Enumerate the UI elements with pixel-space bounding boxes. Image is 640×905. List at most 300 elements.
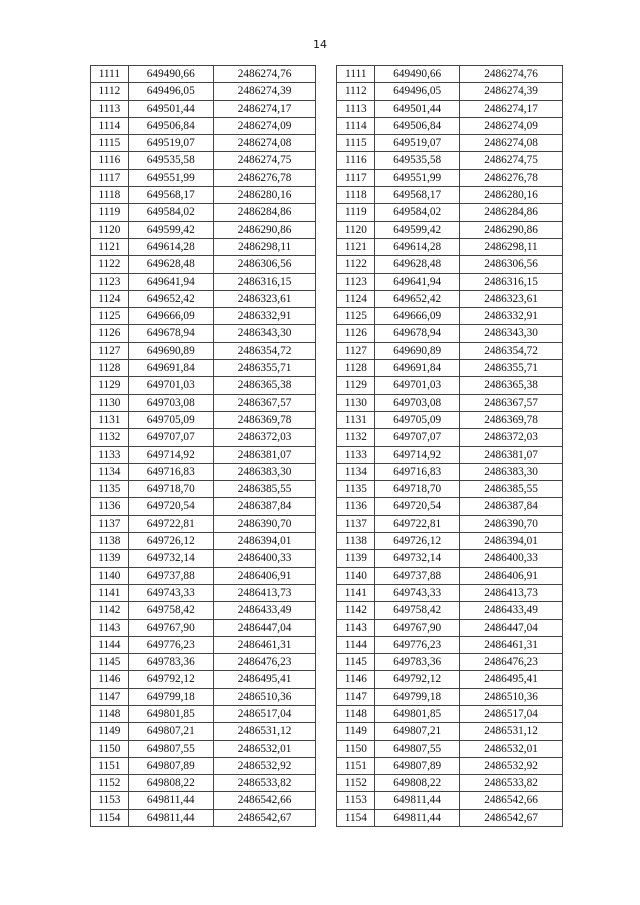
right-y-coordinate-cell: 2486355,71 xyxy=(460,360,563,377)
table-row xyxy=(91,446,563,463)
table-row xyxy=(91,100,563,117)
left-point-number-cell: 1152 xyxy=(91,775,129,792)
left-point-number-cell: 1125 xyxy=(91,308,129,325)
right-x-coordinate-cell: 649490,66 xyxy=(375,66,460,83)
right-y-coordinate-cell: 2486298,11 xyxy=(460,238,563,255)
column-gap xyxy=(316,775,337,792)
left-x-coordinate-cell: 649614,28 xyxy=(128,238,213,255)
column-gap xyxy=(316,411,337,428)
left-point-number-cell: 1154 xyxy=(91,809,129,826)
right-y-coordinate-cell: 2486533,82 xyxy=(460,775,563,792)
column-gap xyxy=(316,705,337,722)
left-y-coordinate-cell: 2486274,75 xyxy=(213,152,316,169)
right-x-coordinate-cell: 649641,94 xyxy=(375,273,460,290)
right-y-coordinate-cell: 2486284,86 xyxy=(460,204,563,221)
column-gap xyxy=(316,550,337,567)
right-y-coordinate-cell: 2486274,39 xyxy=(460,83,563,100)
table-row xyxy=(91,169,563,186)
right-y-coordinate-cell: 2486394,01 xyxy=(460,533,563,550)
left-x-coordinate-cell: 649599,42 xyxy=(128,221,213,238)
right-y-coordinate-cell: 2486323,61 xyxy=(460,290,563,307)
table-row xyxy=(91,757,563,774)
table-row xyxy=(91,342,563,359)
left-point-number-cell: 1112 xyxy=(91,83,129,100)
right-x-coordinate-cell: 649732,14 xyxy=(375,550,460,567)
left-point-number-cell: 1135 xyxy=(91,481,129,498)
left-x-coordinate-cell: 649707,07 xyxy=(128,429,213,446)
right-x-coordinate-cell: 649666,09 xyxy=(375,308,460,325)
left-y-coordinate-cell: 2486533,82 xyxy=(213,775,316,792)
column-gap xyxy=(316,498,337,515)
left-x-coordinate-cell: 649703,08 xyxy=(128,394,213,411)
left-x-coordinate-cell: 649519,07 xyxy=(128,135,213,152)
left-x-coordinate-cell: 649737,88 xyxy=(128,567,213,584)
right-point-number-cell: 1118 xyxy=(337,187,375,204)
left-point-number-cell: 1133 xyxy=(91,446,129,463)
left-y-coordinate-cell: 2486400,33 xyxy=(213,550,316,567)
column-gap xyxy=(316,429,337,446)
left-x-coordinate-cell: 649652,42 xyxy=(128,290,213,307)
right-point-number-cell: 1129 xyxy=(337,377,375,394)
left-y-coordinate-cell: 2486385,55 xyxy=(213,481,316,498)
coordinates-table xyxy=(90,65,563,827)
right-point-number-cell: 1113 xyxy=(337,100,375,117)
right-point-number-cell: 1123 xyxy=(337,273,375,290)
table-row xyxy=(91,117,563,134)
right-x-coordinate-cell: 649652,42 xyxy=(375,290,460,307)
column-gap xyxy=(316,360,337,377)
left-x-coordinate-cell: 649506,84 xyxy=(128,117,213,134)
left-y-coordinate-cell: 2486276,78 xyxy=(213,169,316,186)
left-point-number-cell: 1138 xyxy=(91,533,129,550)
left-x-coordinate-cell: 649584,02 xyxy=(128,204,213,221)
table-row xyxy=(91,775,563,792)
column-gap xyxy=(316,187,337,204)
right-x-coordinate-cell: 649811,44 xyxy=(375,792,460,809)
left-x-coordinate-cell: 649641,94 xyxy=(128,273,213,290)
left-y-coordinate-cell: 2486387,84 xyxy=(213,498,316,515)
right-y-coordinate-cell: 2486531,12 xyxy=(460,723,563,740)
left-y-coordinate-cell: 2486532,01 xyxy=(213,740,316,757)
right-y-coordinate-cell: 2486365,38 xyxy=(460,377,563,394)
left-point-number-cell: 1116 xyxy=(91,152,129,169)
left-y-coordinate-cell: 2486542,66 xyxy=(213,792,316,809)
left-y-coordinate-cell: 2486274,39 xyxy=(213,83,316,100)
column-gap xyxy=(316,66,337,83)
left-point-number-cell: 1149 xyxy=(91,723,129,740)
left-point-number-cell: 1129 xyxy=(91,377,129,394)
right-point-number-cell: 1139 xyxy=(337,550,375,567)
left-y-coordinate-cell: 2486367,57 xyxy=(213,394,316,411)
column-gap xyxy=(316,204,337,221)
left-point-number-cell: 1144 xyxy=(91,636,129,653)
right-x-coordinate-cell: 649758,42 xyxy=(375,602,460,619)
table-row xyxy=(91,481,563,498)
right-x-coordinate-cell: 649535,58 xyxy=(375,152,460,169)
right-y-coordinate-cell: 2486532,92 xyxy=(460,757,563,774)
right-x-coordinate-cell: 649496,05 xyxy=(375,83,460,100)
table-row xyxy=(91,66,563,83)
column-gap xyxy=(316,325,337,342)
column-gap xyxy=(316,567,337,584)
left-point-number-cell: 1128 xyxy=(91,360,129,377)
table-row xyxy=(91,688,563,705)
left-point-number-cell: 1137 xyxy=(91,515,129,532)
left-x-coordinate-cell: 649799,18 xyxy=(128,688,213,705)
table-row xyxy=(91,740,563,757)
right-point-number-cell: 1121 xyxy=(337,238,375,255)
column-gap xyxy=(316,117,337,134)
table-row xyxy=(91,498,563,515)
table-row xyxy=(91,705,563,722)
right-point-number-cell: 1143 xyxy=(337,619,375,636)
table-row xyxy=(91,152,563,169)
left-y-coordinate-cell: 2486394,01 xyxy=(213,533,316,550)
right-y-coordinate-cell: 2486433,49 xyxy=(460,602,563,619)
left-point-number-cell: 1118 xyxy=(91,187,129,204)
left-point-number-cell: 1114 xyxy=(91,117,129,134)
column-gap xyxy=(316,100,337,117)
left-x-coordinate-cell: 649722,81 xyxy=(128,515,213,532)
right-point-number-cell: 1114 xyxy=(337,117,375,134)
left-point-number-cell: 1151 xyxy=(91,757,129,774)
right-point-number-cell: 1137 xyxy=(337,515,375,532)
table-row xyxy=(91,723,563,740)
left-x-coordinate-cell: 649807,21 xyxy=(128,723,213,740)
right-point-number-cell: 1132 xyxy=(337,429,375,446)
right-point-number-cell: 1151 xyxy=(337,757,375,774)
right-y-coordinate-cell: 2486332,91 xyxy=(460,308,563,325)
column-gap xyxy=(316,602,337,619)
right-point-number-cell: 1133 xyxy=(337,446,375,463)
column-gap xyxy=(316,688,337,705)
left-point-number-cell: 1124 xyxy=(91,290,129,307)
left-point-number-cell: 1141 xyxy=(91,584,129,601)
left-y-coordinate-cell: 2486274,17 xyxy=(213,100,316,117)
left-point-number-cell: 1119 xyxy=(91,204,129,221)
right-point-number-cell: 1124 xyxy=(337,290,375,307)
right-x-coordinate-cell: 649807,21 xyxy=(375,723,460,740)
right-y-coordinate-cell: 2486274,75 xyxy=(460,152,563,169)
right-x-coordinate-cell: 649783,36 xyxy=(375,654,460,671)
right-y-coordinate-cell: 2486517,04 xyxy=(460,705,563,722)
column-gap xyxy=(316,809,337,826)
column-gap xyxy=(316,740,337,757)
right-x-coordinate-cell: 649705,09 xyxy=(375,411,460,428)
left-x-coordinate-cell: 649811,44 xyxy=(128,792,213,809)
right-x-coordinate-cell: 649690,89 xyxy=(375,342,460,359)
column-gap xyxy=(316,238,337,255)
left-point-number-cell: 1127 xyxy=(91,342,129,359)
left-y-coordinate-cell: 2486343,30 xyxy=(213,325,316,342)
left-x-coordinate-cell: 649551,99 xyxy=(128,169,213,186)
left-y-coordinate-cell: 2486274,08 xyxy=(213,135,316,152)
right-x-coordinate-cell: 649720,54 xyxy=(375,498,460,515)
left-y-coordinate-cell: 2486461,31 xyxy=(213,636,316,653)
table-row xyxy=(91,792,563,809)
left-point-number-cell: 1131 xyxy=(91,411,129,428)
right-point-number-cell: 1149 xyxy=(337,723,375,740)
right-x-coordinate-cell: 649501,44 xyxy=(375,100,460,117)
column-gap xyxy=(316,533,337,550)
left-x-coordinate-cell: 649743,33 xyxy=(128,584,213,601)
right-x-coordinate-cell: 649714,92 xyxy=(375,446,460,463)
right-x-coordinate-cell: 649799,18 xyxy=(375,688,460,705)
right-x-coordinate-cell: 649519,07 xyxy=(375,135,460,152)
left-point-number-cell: 1139 xyxy=(91,550,129,567)
left-x-coordinate-cell: 649758,42 xyxy=(128,602,213,619)
right-x-coordinate-cell: 649767,90 xyxy=(375,619,460,636)
left-point-number-cell: 1148 xyxy=(91,705,129,722)
left-point-number-cell: 1136 xyxy=(91,498,129,515)
column-gap xyxy=(316,135,337,152)
right-point-number-cell: 1140 xyxy=(337,567,375,584)
column-gap xyxy=(316,83,337,100)
column-gap xyxy=(316,463,337,480)
left-point-number-cell: 1123 xyxy=(91,273,129,290)
table-row xyxy=(91,584,563,601)
table-row xyxy=(91,533,563,550)
right-y-coordinate-cell: 2486290,86 xyxy=(460,221,563,238)
right-y-coordinate-cell: 2486383,30 xyxy=(460,463,563,480)
left-y-coordinate-cell: 2486476,23 xyxy=(213,654,316,671)
left-x-coordinate-cell: 649490,66 xyxy=(128,66,213,83)
right-y-coordinate-cell: 2486381,07 xyxy=(460,446,563,463)
left-x-coordinate-cell: 649678,94 xyxy=(128,325,213,342)
column-gap xyxy=(316,377,337,394)
right-point-number-cell: 1146 xyxy=(337,671,375,688)
left-x-coordinate-cell: 649767,90 xyxy=(128,619,213,636)
right-x-coordinate-cell: 649628,48 xyxy=(375,256,460,273)
left-x-coordinate-cell: 649691,84 xyxy=(128,360,213,377)
right-y-coordinate-cell: 2486385,55 xyxy=(460,481,563,498)
table-row xyxy=(91,308,563,325)
left-x-coordinate-cell: 649701,03 xyxy=(128,377,213,394)
left-y-coordinate-cell: 2486369,78 xyxy=(213,411,316,428)
right-point-number-cell: 1152 xyxy=(337,775,375,792)
left-y-coordinate-cell: 2486383,30 xyxy=(213,463,316,480)
right-x-coordinate-cell: 649807,55 xyxy=(375,740,460,757)
left-point-number-cell: 1142 xyxy=(91,602,129,619)
left-y-coordinate-cell: 2486542,67 xyxy=(213,809,316,826)
right-y-coordinate-cell: 2486274,09 xyxy=(460,117,563,134)
right-point-number-cell: 1134 xyxy=(337,463,375,480)
left-x-coordinate-cell: 649716,83 xyxy=(128,463,213,480)
right-point-number-cell: 1153 xyxy=(337,792,375,809)
table-row xyxy=(91,550,563,567)
right-y-coordinate-cell: 2486274,17 xyxy=(460,100,563,117)
left-x-coordinate-cell: 649811,44 xyxy=(128,809,213,826)
left-y-coordinate-cell: 2486332,91 xyxy=(213,308,316,325)
right-point-number-cell: 1127 xyxy=(337,342,375,359)
left-x-coordinate-cell: 649783,36 xyxy=(128,654,213,671)
right-y-coordinate-cell: 2486343,30 xyxy=(460,325,563,342)
right-x-coordinate-cell: 649568,17 xyxy=(375,187,460,204)
right-point-number-cell: 1125 xyxy=(337,308,375,325)
right-point-number-cell: 1148 xyxy=(337,705,375,722)
column-gap xyxy=(316,152,337,169)
right-point-number-cell: 1115 xyxy=(337,135,375,152)
left-x-coordinate-cell: 649705,09 xyxy=(128,411,213,428)
right-point-number-cell: 1135 xyxy=(337,481,375,498)
left-y-coordinate-cell: 2486306,56 xyxy=(213,256,316,273)
left-x-coordinate-cell: 649808,22 xyxy=(128,775,213,792)
table-row xyxy=(91,204,563,221)
right-point-number-cell: 1141 xyxy=(337,584,375,601)
left-point-number-cell: 1113 xyxy=(91,100,129,117)
right-point-number-cell: 1147 xyxy=(337,688,375,705)
table-row xyxy=(91,619,563,636)
coordinates-table-container xyxy=(90,65,563,827)
right-y-coordinate-cell: 2486369,78 xyxy=(460,411,563,428)
column-gap xyxy=(316,515,337,532)
right-y-coordinate-cell: 2486367,57 xyxy=(460,394,563,411)
column-gap xyxy=(316,221,337,238)
left-y-coordinate-cell: 2486316,15 xyxy=(213,273,316,290)
left-y-coordinate-cell: 2486290,86 xyxy=(213,221,316,238)
left-y-coordinate-cell: 2486495,41 xyxy=(213,671,316,688)
column-gap xyxy=(316,792,337,809)
right-point-number-cell: 1112 xyxy=(337,83,375,100)
left-y-coordinate-cell: 2486517,04 xyxy=(213,705,316,722)
table-row xyxy=(91,273,563,290)
column-gap xyxy=(316,169,337,186)
right-x-coordinate-cell: 649599,42 xyxy=(375,221,460,238)
table-row xyxy=(91,325,563,342)
left-y-coordinate-cell: 2486274,09 xyxy=(213,117,316,134)
left-y-coordinate-cell: 2486323,61 xyxy=(213,290,316,307)
table-row xyxy=(91,809,563,826)
right-x-coordinate-cell: 649737,88 xyxy=(375,567,460,584)
right-x-coordinate-cell: 649701,03 xyxy=(375,377,460,394)
right-y-coordinate-cell: 2486413,73 xyxy=(460,584,563,601)
table-row xyxy=(91,394,563,411)
left-point-number-cell: 1111 xyxy=(91,66,129,83)
column-gap xyxy=(316,394,337,411)
column-gap xyxy=(316,757,337,774)
left-y-coordinate-cell: 2486354,72 xyxy=(213,342,316,359)
right-x-coordinate-cell: 649506,84 xyxy=(375,117,460,134)
right-point-number-cell: 1126 xyxy=(337,325,375,342)
right-point-number-cell: 1144 xyxy=(337,636,375,653)
left-point-number-cell: 1147 xyxy=(91,688,129,705)
coordinates-table-body xyxy=(91,66,563,827)
left-x-coordinate-cell: 649726,12 xyxy=(128,533,213,550)
right-point-number-cell: 1138 xyxy=(337,533,375,550)
left-x-coordinate-cell: 649792,12 xyxy=(128,671,213,688)
table-row xyxy=(91,135,563,152)
table-row xyxy=(91,377,563,394)
column-gap xyxy=(316,273,337,290)
left-point-number-cell: 1146 xyxy=(91,671,129,688)
left-y-coordinate-cell: 2486531,12 xyxy=(213,723,316,740)
right-point-number-cell: 1142 xyxy=(337,602,375,619)
left-x-coordinate-cell: 649776,23 xyxy=(128,636,213,653)
left-y-coordinate-cell: 2486284,86 xyxy=(213,204,316,221)
left-y-coordinate-cell: 2486447,04 xyxy=(213,619,316,636)
left-x-coordinate-cell: 649501,44 xyxy=(128,100,213,117)
right-x-coordinate-cell: 649707,07 xyxy=(375,429,460,446)
left-point-number-cell: 1130 xyxy=(91,394,129,411)
right-point-number-cell: 1111 xyxy=(337,66,375,83)
left-x-coordinate-cell: 649807,55 xyxy=(128,740,213,757)
right-x-coordinate-cell: 649743,33 xyxy=(375,584,460,601)
left-x-coordinate-cell: 649801,85 xyxy=(128,705,213,722)
left-y-coordinate-cell: 2486510,36 xyxy=(213,688,316,705)
column-gap xyxy=(316,619,337,636)
right-y-coordinate-cell: 2486495,41 xyxy=(460,671,563,688)
table-row xyxy=(91,221,563,238)
table-row xyxy=(91,654,563,671)
left-point-number-cell: 1126 xyxy=(91,325,129,342)
left-x-coordinate-cell: 649690,89 xyxy=(128,342,213,359)
right-y-coordinate-cell: 2486306,56 xyxy=(460,256,563,273)
column-gap xyxy=(316,308,337,325)
table-row xyxy=(91,187,563,204)
left-point-number-cell: 1121 xyxy=(91,238,129,255)
page-number: 14 xyxy=(313,38,327,51)
left-y-coordinate-cell: 2486365,38 xyxy=(213,377,316,394)
right-point-number-cell: 1150 xyxy=(337,740,375,757)
right-y-coordinate-cell: 2486276,78 xyxy=(460,169,563,186)
left-x-coordinate-cell: 649628,48 xyxy=(128,256,213,273)
right-x-coordinate-cell: 649691,84 xyxy=(375,360,460,377)
left-x-coordinate-cell: 649807,89 xyxy=(128,757,213,774)
right-y-coordinate-cell: 2486387,84 xyxy=(460,498,563,515)
table-row xyxy=(91,360,563,377)
left-x-coordinate-cell: 649535,58 xyxy=(128,152,213,169)
left-y-coordinate-cell: 2486274,76 xyxy=(213,66,316,83)
right-point-number-cell: 1130 xyxy=(337,394,375,411)
left-point-number-cell: 1120 xyxy=(91,221,129,238)
left-y-coordinate-cell: 2486413,73 xyxy=(213,584,316,601)
right-y-coordinate-cell: 2486406,91 xyxy=(460,567,563,584)
right-point-number-cell: 1117 xyxy=(337,169,375,186)
right-x-coordinate-cell: 649807,89 xyxy=(375,757,460,774)
right-y-coordinate-cell: 2486372,03 xyxy=(460,429,563,446)
right-x-coordinate-cell: 649792,12 xyxy=(375,671,460,688)
table-row xyxy=(91,238,563,255)
right-x-coordinate-cell: 649703,08 xyxy=(375,394,460,411)
left-point-number-cell: 1145 xyxy=(91,654,129,671)
right-y-coordinate-cell: 2486447,04 xyxy=(460,619,563,636)
left-point-number-cell: 1132 xyxy=(91,429,129,446)
right-x-coordinate-cell: 649718,70 xyxy=(375,481,460,498)
right-y-coordinate-cell: 2486461,31 xyxy=(460,636,563,653)
right-y-coordinate-cell: 2486542,67 xyxy=(460,809,563,826)
right-y-coordinate-cell: 2486390,70 xyxy=(460,515,563,532)
left-point-number-cell: 1153 xyxy=(91,792,129,809)
table-row xyxy=(91,429,563,446)
left-y-coordinate-cell: 2486280,16 xyxy=(213,187,316,204)
left-x-coordinate-cell: 649714,92 xyxy=(128,446,213,463)
column-gap xyxy=(316,446,337,463)
right-y-coordinate-cell: 2486400,33 xyxy=(460,550,563,567)
right-point-number-cell: 1120 xyxy=(337,221,375,238)
column-gap xyxy=(316,636,337,653)
left-x-coordinate-cell: 649732,14 xyxy=(128,550,213,567)
right-x-coordinate-cell: 649801,85 xyxy=(375,705,460,722)
table-row xyxy=(91,567,563,584)
left-y-coordinate-cell: 2486372,03 xyxy=(213,429,316,446)
table-row xyxy=(91,602,563,619)
right-x-coordinate-cell: 649726,12 xyxy=(375,533,460,550)
right-y-coordinate-cell: 2486532,01 xyxy=(460,740,563,757)
right-x-coordinate-cell: 649776,23 xyxy=(375,636,460,653)
left-point-number-cell: 1134 xyxy=(91,463,129,480)
left-y-coordinate-cell: 2486355,71 xyxy=(213,360,316,377)
table-row xyxy=(91,256,563,273)
